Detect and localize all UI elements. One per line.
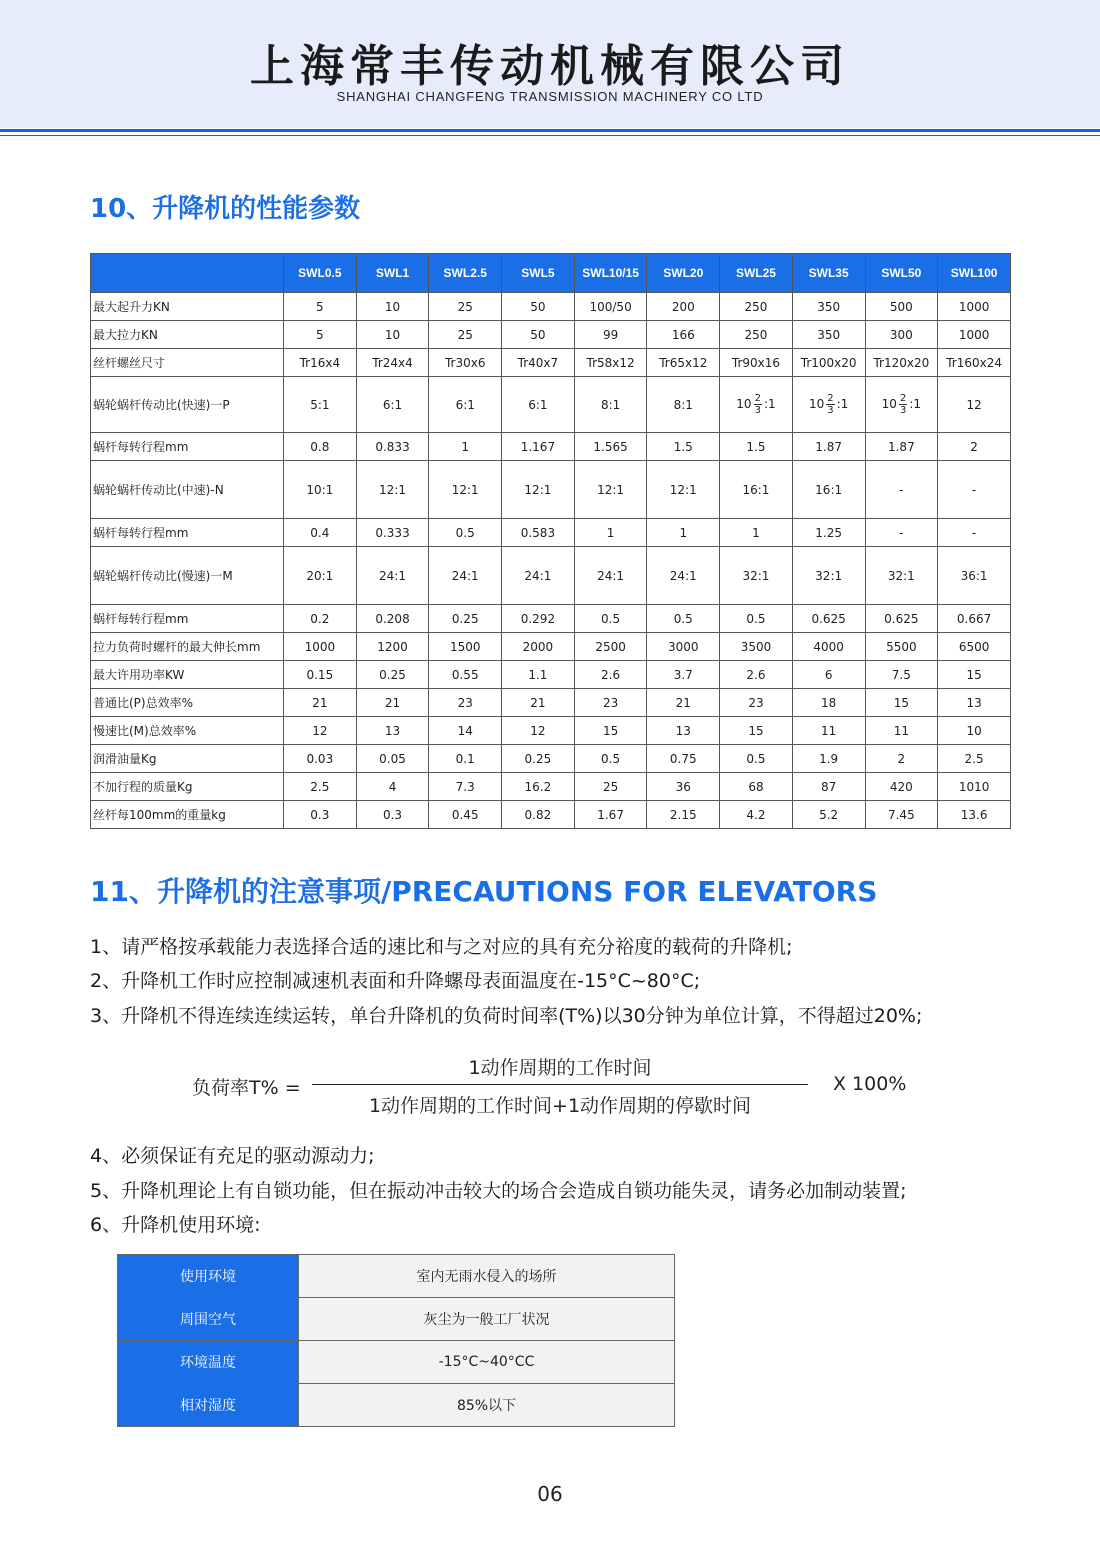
table-cell: 68 <box>720 773 793 801</box>
table-cell: 0.2 <box>284 605 357 633</box>
table-cell: 23 <box>574 689 647 717</box>
table-row <box>118 1341 675 1384</box>
table-cell: 2000 <box>502 633 575 661</box>
table-cell: 50 <box>502 293 575 321</box>
table-cell: 0.45 <box>429 801 502 829</box>
formula-denominator: 1动作周期的工作时间+1动作周期的停歇时间 <box>368 1095 752 1117</box>
precaution-item: 1、请严格按承载能力表选择合适的速比和与之对应的具有充分裕度的载荷的升降机; <box>90 936 793 958</box>
table-cell: 6:1 <box>502 377 575 433</box>
table-cell: 500 <box>865 293 938 321</box>
table-row <box>91 377 1011 433</box>
table-cell: Tr30x6 <box>429 349 502 377</box>
column-header: SWL1 <box>356 254 429 293</box>
table-cell: 15 <box>865 689 938 717</box>
table-cell: 16:1 <box>792 461 865 519</box>
table-cell: 0.5 <box>574 605 647 633</box>
table-cell: 2 <box>865 745 938 773</box>
table-cell: - <box>938 519 1011 547</box>
table-cell: 10:1 <box>284 461 357 519</box>
table-cell: 1000 <box>284 633 357 661</box>
row-label: 蜗杆每转行程mm <box>91 433 284 461</box>
table-cell: 1.5 <box>647 433 720 461</box>
row-label: 蜗杆每转行程mm <box>91 519 284 547</box>
table-cell: 0.5 <box>429 519 502 547</box>
row-label: 蜗轮蜗杆传动比(快速)一P <box>91 377 284 433</box>
table-cell: 25 <box>429 293 502 321</box>
table-cell: 36:1 <box>938 547 1011 605</box>
row-label: 丝杆每100mm的重量kg <box>91 801 284 829</box>
table-cell: 4.2 <box>720 801 793 829</box>
table-cell: 11 <box>792 717 865 745</box>
table-cell: 1.1 <box>502 661 575 689</box>
column-header: SWL20 <box>647 254 720 293</box>
table-row <box>91 689 1011 717</box>
table-row <box>91 349 1011 377</box>
table-cell: 7.45 <box>865 801 938 829</box>
table-cell: 15 <box>720 717 793 745</box>
row-label: 最大许用功率KW <box>91 661 284 689</box>
table-cell: 21 <box>284 689 357 717</box>
table-cell: 0.75 <box>647 745 720 773</box>
row-label: 润滑油量Kg <box>91 745 284 773</box>
table-cell: - <box>865 461 938 519</box>
table-cell: 1 <box>647 519 720 547</box>
table-row <box>91 519 1011 547</box>
fraction-denominator: 3 <box>827 405 834 416</box>
header-divider-thin <box>0 135 1100 136</box>
table-row <box>91 293 1011 321</box>
table-cell: 12:1 <box>429 461 502 519</box>
table-cell: 1000 <box>938 321 1011 349</box>
table-row <box>91 321 1011 349</box>
table-cell: 1 <box>720 519 793 547</box>
table-cell: 166 <box>647 321 720 349</box>
column-header: SWL2.5 <box>429 254 502 293</box>
env-value: -15°C~40°CC <box>299 1341 675 1384</box>
table-cell: 24:1 <box>429 547 502 605</box>
table-cell: 6:1 <box>429 377 502 433</box>
table-cell: 1.565 <box>574 433 647 461</box>
table-cell <box>865 377 938 433</box>
table-cell: Tr160x24 <box>938 349 1011 377</box>
fraction <box>754 393 762 416</box>
table-cell: Tr24x4 <box>356 349 429 377</box>
fraction <box>826 393 834 416</box>
table-cell <box>720 377 793 433</box>
table-cell: 0.05 <box>356 745 429 773</box>
table-cell: 1.67 <box>574 801 647 829</box>
table-cell: 100/50 <box>574 293 647 321</box>
table-cell: 32:1 <box>865 547 938 605</box>
table-cell: 24:1 <box>502 547 575 605</box>
table-cell: 0.82 <box>502 801 575 829</box>
row-label: 蜗杆每转行程mm <box>91 605 284 633</box>
table-cell: 200 <box>647 293 720 321</box>
fraction <box>899 393 907 416</box>
table-cell: 36 <box>647 773 720 801</box>
table-cell: 1200 <box>356 633 429 661</box>
table-cell: 13 <box>647 717 720 745</box>
table-cell: 250 <box>720 321 793 349</box>
table-cell: 14 <box>429 717 502 745</box>
table-cell: 0.833 <box>356 433 429 461</box>
table-cell: 25 <box>429 321 502 349</box>
table-cell: 4 <box>356 773 429 801</box>
precaution-item: 3、升降机不得连续连续运转，单台升降机的负荷时间率(T%)以30分钟为单位计算，不得超过20%; <box>90 1005 923 1027</box>
fraction-denominator: 3 <box>899 405 907 416</box>
column-header: SWL10/15 <box>574 254 647 293</box>
table-cell: 2.5 <box>284 773 357 801</box>
environment-table <box>117 1254 675 1427</box>
table-cell: Tr16x4 <box>284 349 357 377</box>
table-cell: Tr65x12 <box>647 349 720 377</box>
table-cell: 13.6 <box>938 801 1011 829</box>
table-cell: 20:1 <box>284 547 357 605</box>
table-row <box>91 773 1011 801</box>
table-cell: 21 <box>502 689 575 717</box>
table-cell: 0.25 <box>356 661 429 689</box>
table-cell: 0.667 <box>938 605 1011 633</box>
table-cell: 12 <box>284 717 357 745</box>
table-cell: 12:1 <box>574 461 647 519</box>
row-label: 慢速比(M)总效率% <box>91 717 284 745</box>
table-cell: 10 <box>938 717 1011 745</box>
row-label: 不加行程的质量Kg <box>91 773 284 801</box>
table-cell: 1.9 <box>792 745 865 773</box>
table-cell: 5.2 <box>792 801 865 829</box>
table-cell: 0.1 <box>429 745 502 773</box>
table-cell: 24:1 <box>647 547 720 605</box>
table-cell: 2.5 <box>938 745 1011 773</box>
table-cell: 15 <box>938 661 1011 689</box>
fraction-numerator: 2 <box>827 393 834 404</box>
table-cell <box>792 377 865 433</box>
formula-fraction-bar <box>312 1084 808 1085</box>
precaution-item: 6、升降机使用环境: <box>90 1214 261 1236</box>
row-label: 丝杆螺丝尺寸 <box>91 349 284 377</box>
table-cell: 24:1 <box>574 547 647 605</box>
table-cell: 350 <box>792 321 865 349</box>
mixed-number-whole: 10 <box>808 397 825 411</box>
table-cell: 12:1 <box>356 461 429 519</box>
table-cell: 21 <box>356 689 429 717</box>
table-cell: 0.15 <box>284 661 357 689</box>
row-label: 最大拉力KN <box>91 321 284 349</box>
table-cell: 12:1 <box>647 461 720 519</box>
table-row <box>118 1384 675 1427</box>
table-cell: 23 <box>429 689 502 717</box>
table-cell: 0.5 <box>574 745 647 773</box>
row-label: 最大起升力KN <box>91 293 284 321</box>
formula-multiplier: X 100% <box>833 1073 907 1095</box>
ratio-suffix: :1 <box>909 397 922 411</box>
table-cell: 350 <box>792 293 865 321</box>
table-row <box>118 1255 675 1298</box>
fraction-numerator: 2 <box>754 393 761 404</box>
table-cell: 0.55 <box>429 661 502 689</box>
table-cell: 0.5 <box>647 605 720 633</box>
table-row <box>91 745 1011 773</box>
column-header: SWL50 <box>865 254 938 293</box>
table-cell: 12 <box>502 717 575 745</box>
table-cell: 10 <box>356 321 429 349</box>
mixed-number-whole: 10 <box>881 397 897 411</box>
column-header: SWL5 <box>502 254 575 293</box>
table-row <box>91 661 1011 689</box>
page-number: 06 <box>537 1482 563 1506</box>
table-header-corner <box>91 254 284 293</box>
ratio-suffix: :1 <box>763 397 776 411</box>
env-value: 室内无雨水侵入的场所 <box>299 1255 675 1298</box>
table-cell: 50 <box>502 321 575 349</box>
table-cell: Tr120x20 <box>865 349 938 377</box>
table-cell: 0.03 <box>284 745 357 773</box>
table-cell: 0.625 <box>792 605 865 633</box>
table-cell: 24:1 <box>356 547 429 605</box>
table-row <box>91 717 1011 745</box>
table-cell: - <box>865 519 938 547</box>
table-cell: 11 <box>865 717 938 745</box>
formula-numerator: 1动作周期的工作时间 <box>468 1057 652 1079</box>
table-cell: 3500 <box>720 633 793 661</box>
precaution-item: 5、升降机理论上有自锁功能，但在振动冲击较大的场合会造成自锁功能失灵，请务必加制动装置; <box>90 1180 907 1202</box>
table-cell: 4000 <box>792 633 865 661</box>
table-row <box>91 605 1011 633</box>
column-header: SWL0.5 <box>284 254 357 293</box>
table-cell: 0.3 <box>356 801 429 829</box>
table-cell: 0.8 <box>284 433 357 461</box>
column-header: SWL100 <box>938 254 1011 293</box>
table-cell: 25 <box>574 773 647 801</box>
table-cell: 0.25 <box>429 605 502 633</box>
performance-parameters-table <box>90 253 1011 829</box>
table-cell: 15 <box>574 717 647 745</box>
table-cell: 0.3 <box>284 801 357 829</box>
row-label: 普通比(P)总效率% <box>91 689 284 717</box>
table-cell: 300 <box>865 321 938 349</box>
table-cell: Tr40x7 <box>502 349 575 377</box>
row-label: 蜗轮蜗杆传动比(中速)-N <box>91 461 284 519</box>
env-value: 85%以下 <box>299 1384 675 1427</box>
table-row <box>91 461 1011 519</box>
fraction-denominator: 3 <box>754 405 761 416</box>
header-divider <box>0 129 1100 132</box>
table-cell: 2.6 <box>574 661 647 689</box>
table-cell: 7.3 <box>429 773 502 801</box>
table-cell: 5:1 <box>284 377 357 433</box>
table-cell: 5500 <box>865 633 938 661</box>
section-11-title: 11、升降机的注意事项/PRECAUTIONS FOR ELEVATORS <box>90 875 878 908</box>
table-cell: 1 <box>429 433 502 461</box>
precaution-item: 2、升降机工作时应控制减速机表面和升降螺母表面温度在-15°C~80°C; <box>90 970 701 992</box>
table-cell: 0.292 <box>502 605 575 633</box>
formula-label: 负荷率T% = <box>192 1077 301 1099</box>
env-key: 环境温度 <box>118 1341 299 1384</box>
table-cell: 8:1 <box>574 377 647 433</box>
table-row <box>91 433 1011 461</box>
row-label: 蜗轮蜗杆传动比(慢速)一M <box>91 547 284 605</box>
column-header: SWL35 <box>792 254 865 293</box>
env-key: 使用环境 <box>118 1255 299 1298</box>
row-label: 拉力负荷时螺杆的最大伸长mm <box>91 633 284 661</box>
table-cell: 1.87 <box>865 433 938 461</box>
table-cell: 3000 <box>647 633 720 661</box>
table-cell: 3.7 <box>647 661 720 689</box>
table-cell: 1.167 <box>502 433 575 461</box>
table-cell: 23 <box>720 689 793 717</box>
table-cell: 2500 <box>574 633 647 661</box>
table-cell: 5 <box>284 321 357 349</box>
mixed-number-whole: 10 <box>736 397 752 411</box>
table-cell: 2 <box>938 433 1011 461</box>
table-row <box>118 1298 675 1341</box>
table-cell: 6500 <box>938 633 1011 661</box>
table-cell: 1000 <box>938 293 1011 321</box>
table-cell: 1.5 <box>720 433 793 461</box>
table-cell: 1.87 <box>792 433 865 461</box>
table-cell: 21 <box>647 689 720 717</box>
table-cell: 420 <box>865 773 938 801</box>
table-cell: 0.333 <box>356 519 429 547</box>
precaution-item: 4、必须保证有充足的驱动源动力; <box>90 1145 375 1167</box>
table-cell: 0.4 <box>284 519 357 547</box>
table-cell: 12:1 <box>502 461 575 519</box>
table-cell: 16.2 <box>502 773 575 801</box>
table-cell: 6:1 <box>356 377 429 433</box>
table-cell: 32:1 <box>720 547 793 605</box>
table-cell: 6 <box>792 661 865 689</box>
table-cell: 32:1 <box>792 547 865 605</box>
table-cell: 0.625 <box>865 605 938 633</box>
table-cell: 1500 <box>429 633 502 661</box>
table-cell: 250 <box>720 293 793 321</box>
company-name-cn: 上海常丰传动机械有限公司 <box>250 41 850 92</box>
env-value: 灰尘为一般工厂状况 <box>299 1298 675 1341</box>
table-cell: 1 <box>574 519 647 547</box>
table-row <box>91 801 1011 829</box>
table-row <box>91 547 1011 605</box>
column-header: SWL25 <box>720 254 793 293</box>
table-cell: 0.25 <box>502 745 575 773</box>
table-cell: 8:1 <box>647 377 720 433</box>
table-cell: 13 <box>356 717 429 745</box>
table-cell: 7.5 <box>865 661 938 689</box>
table-cell: 1.25 <box>792 519 865 547</box>
table-cell: 10 <box>356 293 429 321</box>
table-cell: 0.5 <box>720 605 793 633</box>
table-cell: 18 <box>792 689 865 717</box>
table-cell: 16:1 <box>720 461 793 519</box>
table-cell: 2.15 <box>647 801 720 829</box>
env-key: 周围空气 <box>118 1298 299 1341</box>
table-cell: 87 <box>792 773 865 801</box>
table-cell: 5 <box>284 293 357 321</box>
table-cell: 12 <box>938 377 1011 433</box>
table-cell: Tr58x12 <box>574 349 647 377</box>
table-cell: Tr100x20 <box>792 349 865 377</box>
table-cell: 2.6 <box>720 661 793 689</box>
table-cell: 13 <box>938 689 1011 717</box>
table-cell: 0.583 <box>502 519 575 547</box>
table-cell: - <box>938 461 1011 519</box>
table-cell: Tr90x16 <box>720 349 793 377</box>
table-cell: 1010 <box>938 773 1011 801</box>
table-header-row <box>91 254 1011 293</box>
section-10-title: 10、升降机的性能参数 <box>90 194 361 224</box>
env-key: 相对湿度 <box>118 1384 299 1427</box>
table-cell: 99 <box>574 321 647 349</box>
ratio-suffix: :1 <box>836 397 849 411</box>
fraction-numerator: 2 <box>899 393 907 404</box>
company-name-en: SHANGHAI CHANGFENG TRANSMISSION MACHINERY CO LTD <box>336 89 764 104</box>
table-cell: 0.5 <box>720 745 793 773</box>
table-cell: 0.208 <box>356 605 429 633</box>
table-row <box>91 633 1011 661</box>
